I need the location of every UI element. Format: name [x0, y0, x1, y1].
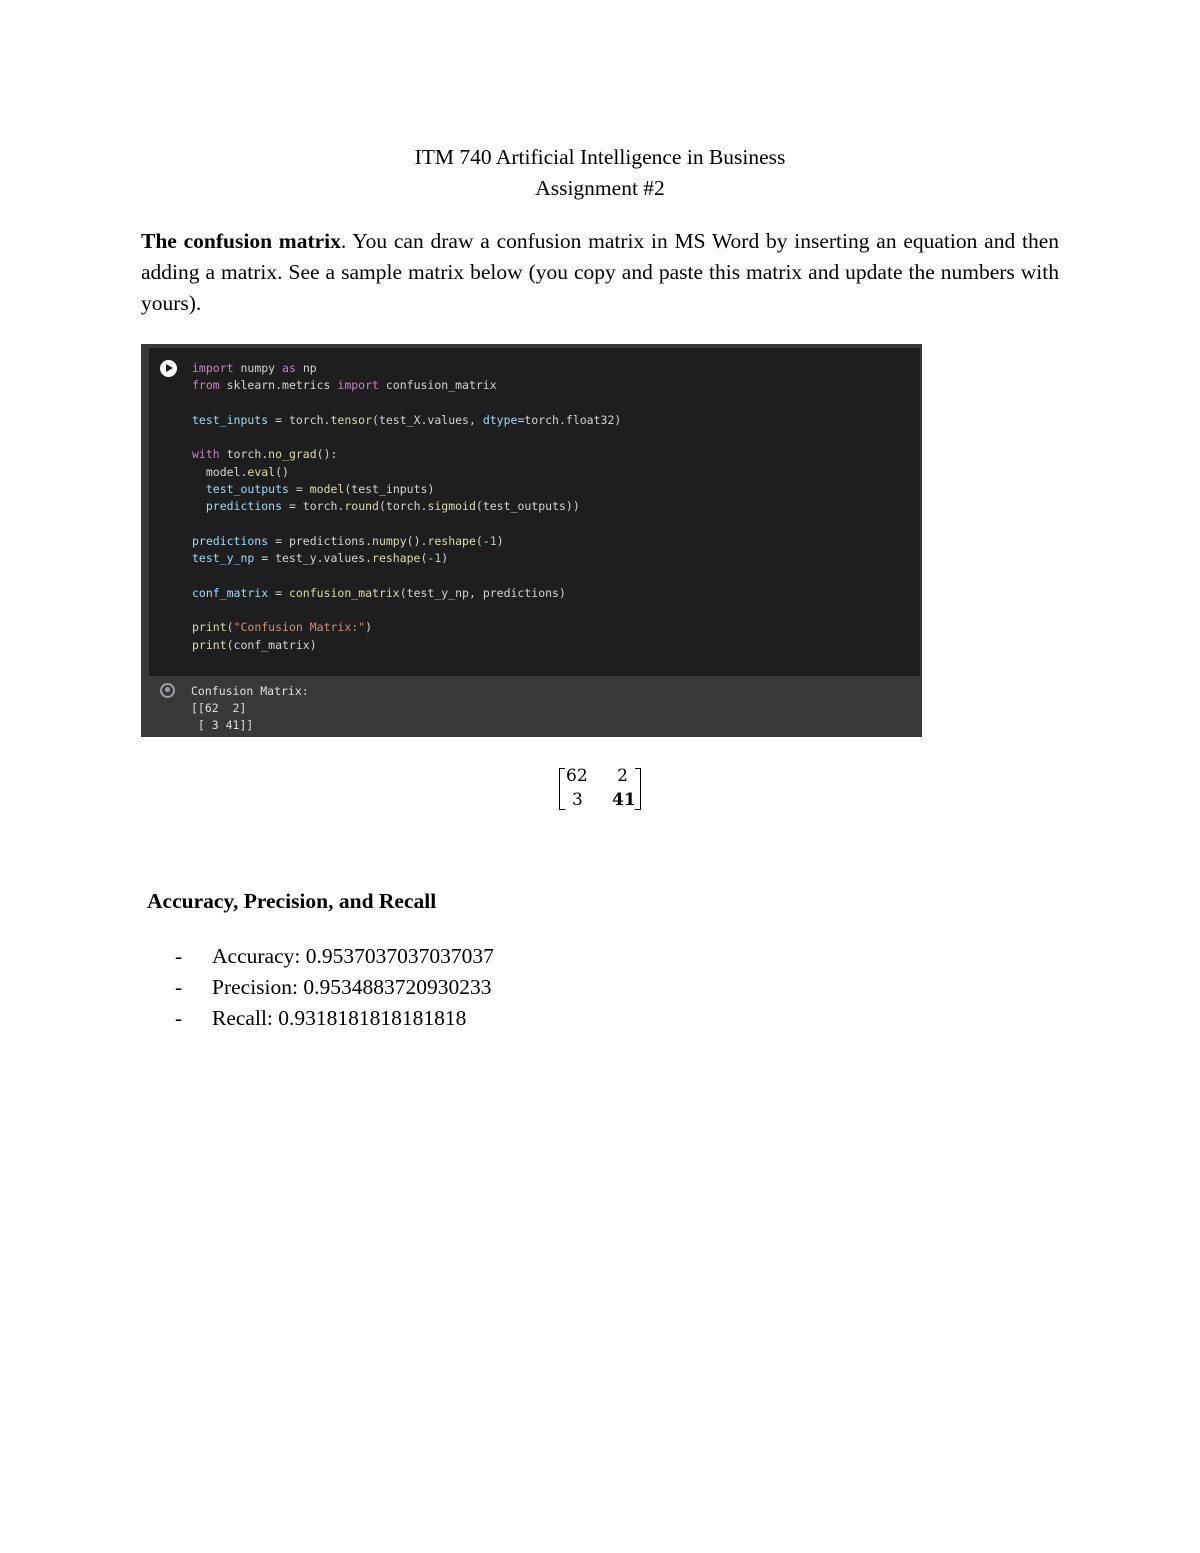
document-header: [0, 142, 1200, 204]
matrix-cell: 2: [617, 766, 628, 786]
metrics-list: [175, 941, 494, 1034]
left-bracket: [559, 768, 565, 810]
code-line: with torch.no_grad():: [192, 447, 338, 462]
notebook-screenshot: [141, 344, 922, 737]
output-cell: [141, 676, 922, 737]
code-line: predictions = torch.round(torch.sigmoid(test_outputs)): [205, 499, 580, 514]
code-line: print("Confusion Matrix:"): [192, 620, 373, 635]
output-line: Confusion Matrix:: [191, 684, 309, 698]
code-line: from sklearn.metrics import confusion_matrix: [192, 378, 497, 393]
confusion-matrix-equation: [558, 764, 642, 808]
run-cell-icon[interactable]: [160, 360, 177, 377]
code-line: conf_matrix = confusion_matrix(test_y_np, predictions): [192, 585, 566, 600]
code-line: model.eval(): [192, 464, 289, 479]
code-line: test_outputs = model(test_inputs): [205, 482, 435, 497]
right-bracket: [635, 768, 641, 810]
matrix-cell: 41: [612, 790, 636, 810]
code-line: print(conf_matrix): [192, 637, 317, 652]
output-line: [[62 2]: [191, 701, 247, 715]
code-line: predictions = predictions.numpy().reshape(-1): [192, 533, 504, 548]
output-toggle-icon[interactable]: [160, 683, 175, 698]
matrix-cell: 62: [566, 766, 588, 786]
output-text: [191, 683, 309, 734]
intro-text: . You can draw a confusion matrix in MS Word by inserting an equation and then adding a matrix. See a sample matrix below (you copy and paste this matrix and update the numbers with yours).: [141, 229, 1059, 315]
intro-bold-lead: The confusion matrix: [141, 229, 341, 253]
list-item: - Precision: 0.9534883720930233: [175, 975, 492, 999]
matrix-cell: 3: [572, 790, 583, 810]
code-line: test_y_np = test_y.values.reshape(-1): [192, 551, 449, 566]
code-cell: [149, 348, 920, 676]
intro-paragraph: [141, 226, 1059, 319]
output-line: [ 3 41]]: [191, 718, 254, 732]
list-item: - Recall: 0.9318181818181818: [175, 1006, 467, 1030]
code-line: test_inputs = torch.tensor(test_X.values, dtype=torch.float32): [192, 412, 622, 427]
code-line: import numpy as np: [192, 361, 317, 375]
list-item: - Accuracy: 0.9537037037037037: [175, 944, 494, 968]
assignment-title: Assignment #2: [535, 176, 665, 200]
course-title: ITM 740 Artificial Intelligence in Business: [414, 145, 786, 169]
metrics-heading: Accuracy, Precision, and Recall: [147, 889, 437, 913]
code-block: [192, 360, 621, 654]
